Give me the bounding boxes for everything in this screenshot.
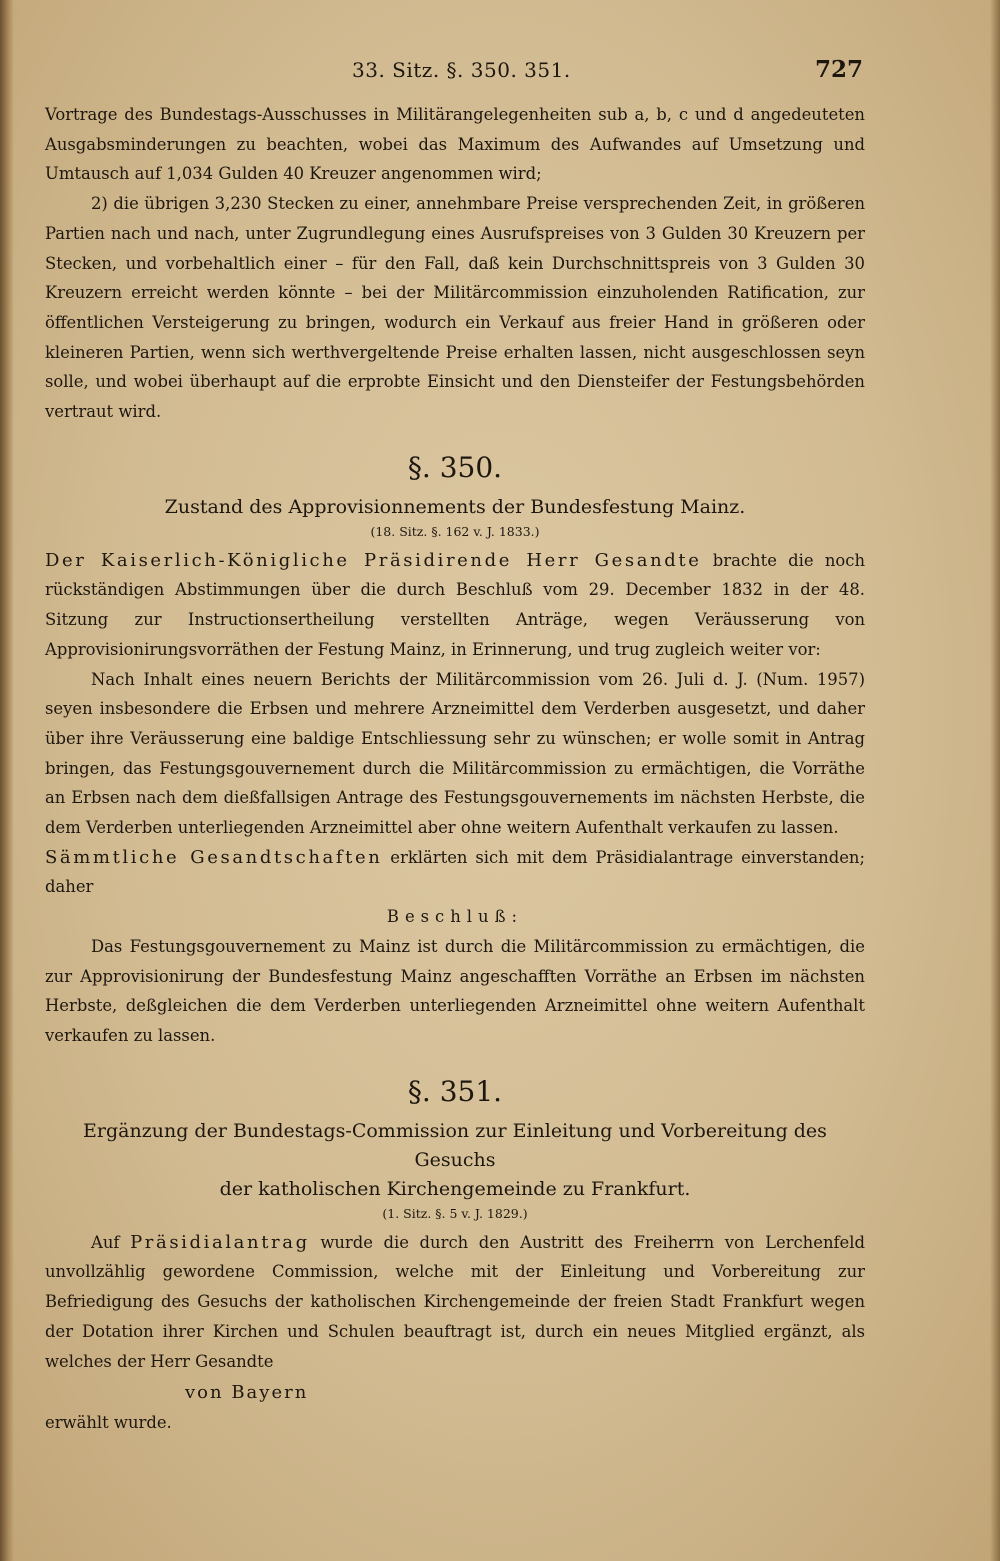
page-binding-shadow [0, 0, 14, 1561]
presidial-motion-label: Präsidialantrag [130, 1231, 310, 1253]
section-350-intro-text: brachte die noch rückständigen Abstimmungen über die durch Beschluß vom 29. December 1832 in der 48. Sitzung zur Instructionsertheilung verstellten Anträge, wegen Veräusserung von Approvisionirungsvorräthen der Festung Mainz, in Erinnerung, und trug zugleich weiter vor: [45, 550, 866, 659]
section-350-reference: (18. Sitz. §. 162 v. J. 1833.) [370, 523, 540, 539]
section-350-report: Nach Inhalt eines neuern Berichts der Militärcommission vom 26. Juli d. J. (Num. 1957) seyen insbesondere die Erbsen und mehrere Arzneimittel dem Verderben ausgesetzt, und daher über ihre Veräusserung eine baldige Entschliessung sehr zu wünschen; er wolle somit in Antrag bringen, das Festungsgouvernement durch die Militärcommission zu ermächtigen, die Vorräthe an Erbsen nach dem dießfallsigen Antrage des Festungsgouvernements im nächsten Herbste, die dem Verderben unterliegenden Arzneimittel aber ohne weitern Aufenthalt verkaufen zu lassen. [45, 669, 865, 838]
section-351-title-line-1: Ergänzung der Bundestags-Commission zur Einleitung und Vorbereitung des Gesuchs [83, 1119, 827, 1171]
resolution-text: Das Festungsgouvernement zu Mainz ist durch die Militärcommission zu ermächtigen, die zur Approvisionirung der Bundesfestung Mainz angeschafften Vorräthe an Erbsen im nächsten Herbste, deßgleichen die dem Verderben unterliegenden Arzneimittel ohne weitern Aufenthalt verkaufen zu lassen. [45, 936, 865, 1045]
section-351-text-rest: wurde die durch den Austritt des Freiherrn von Lerchenfeld unvollzählig gewordene Commission, welche mit der Einleitung und Vorbereitung zur Befriedigung des Gesuchs der katholischen Kirchengemeinde der freien Stadt Frankfurt wegen der Dotation ihrer Kirchen und Schulen beauftragt ist, durch ein neues Mitglied ergänzt, als welches der Herr Gesandte [45, 1232, 865, 1371]
section-351-number: §. 351. [407, 1074, 503, 1108]
legations-label: Sämmtliche Gesandtschaften [45, 846, 383, 868]
resolution-heading: Beschluß: [386, 907, 524, 927]
section-351-title [45, 1117, 865, 1204]
continued-paragraph: Vortrage des Bundestags-Ausschusses in Militärangelegenheiten sub a, b, c und d angedeuteten Ausgabsminderungen zu beachten, wobei das Maximum des Aufwandes auf Umsetzung und Umtausch auf 1,034 Gulden 40 Kreuzer angenommen wird; [45, 105, 865, 184]
item-2-paragraph: 2) die übrigen 3,230 Stecken zu einer, annehmbare Preise versprechenden Zeit, in größeren Partien nach und nach, unter Zugrundlegung eines Ausrufspreises von 3 Gulden 30 Kreuzern per Stecken, und vorbehaltlich einer – für den Fall, daß kein Durchschnittspreis von 3 Gulden 30 Kreuzern erreicht werden könnte – bei der Militärcommission einzuholenden Ratification, zur öffentlichen Versteigerung zu bringen, wodurch ein Verkauf aus freier Hand in größeren oder kleineren Partien, wenn sich werthvergeltende Preise erhalten lassen, nicht ausgeschlossen seyn solle, und wobei überhaupt auf die erprobte Einsicht und den Diensteifer der Festungsbehörden vertraut wird. [45, 194, 865, 422]
section-350-consent-text: erklärten sich mit dem Präsidialantrage einverstanden; daher [45, 847, 865, 897]
section-350-number: §. 350. [407, 450, 503, 484]
page-number: 727 [815, 56, 864, 83]
delegate-line: von Bayern [185, 1382, 309, 1404]
running-head: 33. Sitz. §. 350. 351. [352, 58, 571, 82]
section-351-reference: (1. Sitz. §. 5 v. J. 1829.) [382, 1205, 528, 1221]
section-351-text [45, 1228, 865, 1377]
section-350-intro [45, 546, 865, 665]
section-350-consent [45, 843, 865, 902]
presiding-envoy-label: Der Kaiserlich-Königliche Präsidirende Herr Gesandte [45, 549, 702, 571]
page-body [45, 100, 865, 1436]
page-header [0, 58, 1000, 88]
section-350-title: Zustand des Approvisionnements der Bundesfestung Mainz. [164, 495, 746, 518]
closing-line: erwählt wurde. [45, 1413, 172, 1433]
section-351-text-start: Auf [91, 1232, 120, 1252]
page-edge-shadow [990, 0, 1000, 1561]
section-351-title-line-2: der katholischen Kirchengemeinde zu Frankfurt. [219, 1177, 691, 1200]
